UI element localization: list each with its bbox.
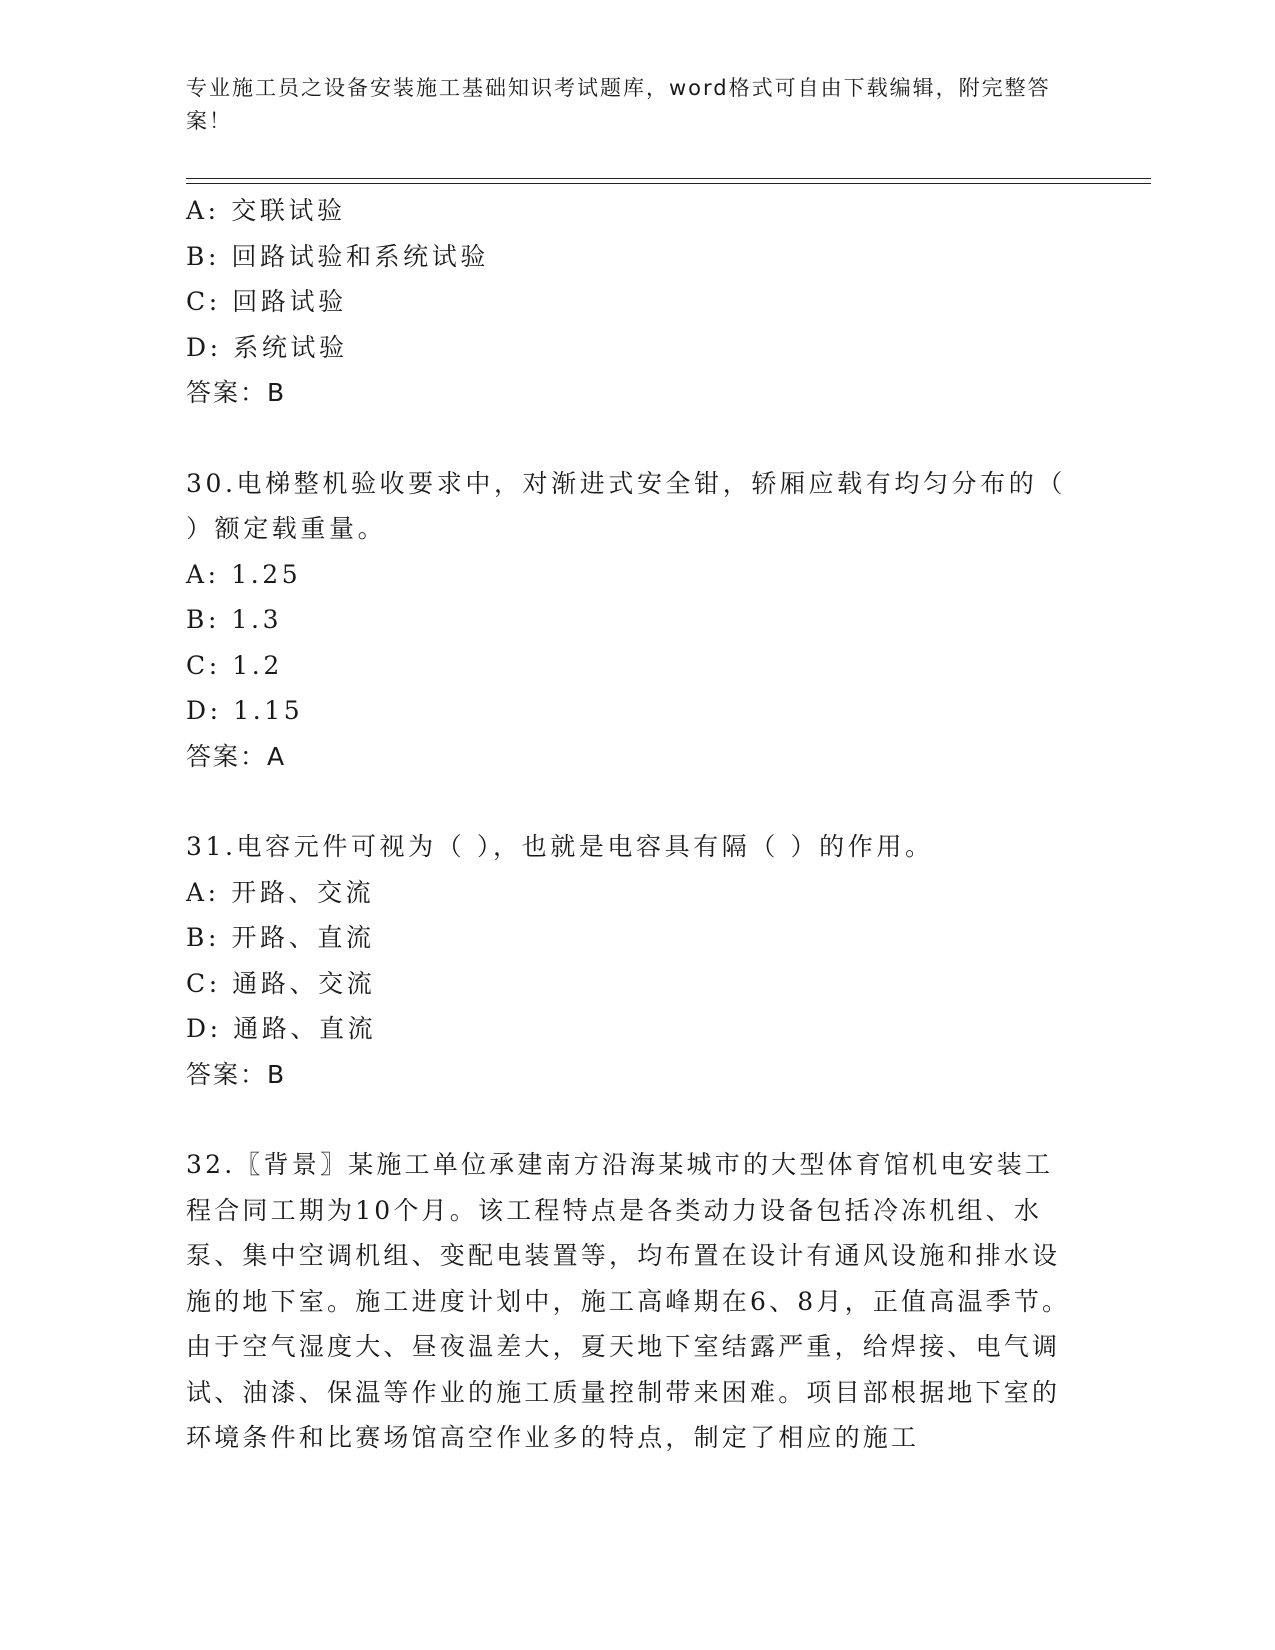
header-divider-bottom — [186, 183, 1151, 184]
option-a: A: 交联试验 — [186, 196, 346, 225]
option-a: A: 1.25 — [186, 559, 302, 589]
question-list — [186, 188, 1076, 1461]
option-c: C: 1.2 — [186, 650, 283, 680]
answer: 答案：A — [186, 741, 287, 771]
question-text: 30.电梯整机验收要求中，对渐进式安全钳，轿厢应载有均匀分布的（ ）额定载重量。 — [186, 468, 1066, 543]
option-d: D: 系统试验 — [186, 332, 348, 362]
option-b: B: 1.3 — [186, 605, 283, 634]
answer: 答案：B — [186, 1059, 287, 1089]
spacer — [186, 1097, 1076, 1142]
question-32 — [186, 1142, 1076, 1461]
option-b: B: 开路、直流 — [186, 923, 375, 952]
question-text: 32.〖背景〗某施工单位承建南方沿海某城市的大型体育馆机电安装工程合同工期为10个月。该工程特点是各类动力设备包括冷冻机组、水泵、集中空调机组、变配电装置等，均布置在设计有通风设施和排水设施的地下室。施工进度计划中，施工高峰期在6、8月，正值高温季节。由于空气湿度大、昼夜温差大，夏天地下室结露严重，给焊接、电气调试、油漆、保温等作业的施工质量控制带来困难。项目部根据地下室的环境条件和比赛场馆高空作业多的特点，制定了相应的施工 — [186, 1150, 1071, 1452]
question-text: 31.电容元件可视为（ ），也就是电容具有隔（ ）的作用。 — [186, 832, 934, 861]
option-b: B: 回路试验和系统试验 — [186, 241, 489, 271]
answer: 答案：B — [186, 378, 287, 407]
question-31 — [186, 824, 1076, 1097]
header-divider-top — [186, 178, 1151, 179]
option-a: A: 开路、交流 — [186, 877, 375, 907]
option-d: D: 通路、直流 — [186, 1014, 377, 1043]
question-29 — [186, 188, 1076, 416]
option-c: C: 回路试验 — [186, 287, 347, 316]
document-header: 专业施工员之设备安装施工基础知识考试题库，word格式可自由下载编辑，附完整答案！ — [186, 76, 1051, 133]
spacer — [186, 779, 1076, 824]
spacer — [186, 416, 1076, 461]
question-30 — [186, 461, 1076, 780]
option-c: C: 通路、交流 — [186, 968, 376, 998]
option-d: D: 1.15 — [186, 696, 304, 725]
